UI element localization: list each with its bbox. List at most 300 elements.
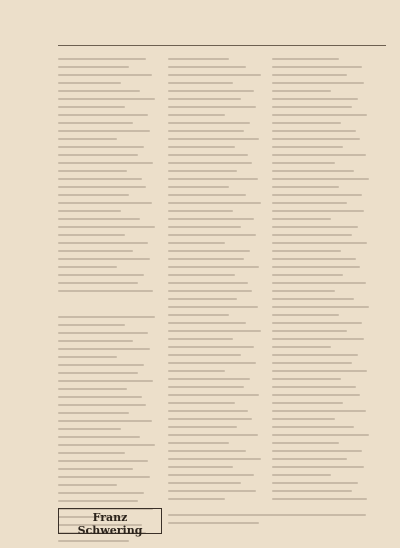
entry-line-placeholder: [168, 202, 261, 204]
entry-line: [272, 312, 374, 318]
entry-line: [58, 272, 160, 278]
entry-line-placeholder: [272, 354, 358, 356]
entry-line-placeholder: [272, 290, 335, 292]
entry-line-placeholder: [168, 266, 259, 268]
entry-line: [272, 224, 374, 230]
entry-line: [168, 144, 266, 150]
entry-line: [272, 448, 374, 454]
entry-line-placeholder: [58, 242, 148, 244]
entry-line: [272, 392, 374, 398]
entry-line: [58, 474, 160, 480]
entry-line: [272, 88, 374, 94]
entry-line-placeholder: [58, 234, 125, 236]
entry-line-placeholder: [272, 90, 331, 92]
entry-line: [168, 248, 266, 254]
entry-line-placeholder: [168, 186, 229, 188]
entry-line-placeholder: [168, 146, 235, 148]
entry-line-placeholder: [58, 444, 155, 446]
entry-line-placeholder: [168, 234, 256, 236]
entry-line: [58, 458, 160, 464]
entry-line-placeholder: [58, 258, 150, 260]
entry-line-placeholder: [168, 362, 256, 364]
entry-line-placeholder: [272, 122, 341, 124]
entry-line-placeholder: [272, 378, 341, 380]
entry-line: [58, 192, 160, 198]
entry-line: [58, 56, 160, 62]
entry-line: [272, 264, 374, 270]
entry-line: [168, 96, 266, 102]
entry-line: [272, 456, 374, 462]
entry-line: [272, 416, 374, 422]
entry-line: [168, 416, 266, 422]
header-rule: [58, 45, 386, 46]
entry-line: [272, 128, 374, 134]
entry-line: [58, 224, 160, 230]
entry-line-placeholder: [168, 450, 246, 452]
entry-line-placeholder: [272, 250, 341, 252]
entry-line: [58, 394, 160, 400]
entry-line: [58, 208, 160, 214]
entry-line-placeholder: [58, 178, 142, 180]
entry-line-placeholder: [272, 298, 354, 300]
entry-line-placeholder: [272, 370, 367, 372]
entry-line-placeholder: [58, 146, 144, 148]
entry-line-placeholder: [272, 338, 364, 340]
entry-line-placeholder: [168, 314, 229, 316]
entry-line-placeholder: [58, 210, 121, 212]
entry-line: [272, 376, 374, 382]
entry-line-placeholder: [272, 450, 362, 452]
entry-line-placeholder: [272, 210, 364, 212]
entry-line-placeholder: [58, 460, 148, 462]
entry-line-placeholder: [272, 442, 339, 444]
entry-line-placeholder: [168, 194, 246, 196]
entry-line: [272, 328, 374, 334]
entry-line-placeholder: [58, 74, 152, 76]
entry-line-placeholder: [168, 74, 261, 76]
entry-line: [168, 376, 266, 382]
entry-line-placeholder: [272, 346, 331, 348]
entry-line-placeholder: [168, 282, 248, 284]
entry-line: [58, 136, 160, 142]
entry-line: [58, 288, 160, 294]
entry-line-placeholder: [168, 250, 250, 252]
entry-line: [168, 80, 266, 86]
entry-line: [272, 80, 374, 86]
entry-line-placeholder: [168, 474, 254, 476]
entry-line: [168, 448, 266, 454]
entry-line: [272, 408, 374, 414]
entry-line: [168, 400, 266, 406]
entry-line-placeholder: [58, 266, 117, 268]
entry-line-placeholder: [58, 380, 153, 382]
advertisement-name: Franz Schwering: [77, 511, 143, 537]
entry-line-placeholder: [272, 114, 367, 116]
entry-line: [272, 384, 374, 390]
entry-line: [272, 56, 374, 62]
entry-line-placeholder: [168, 130, 244, 132]
entry-line: [58, 96, 160, 102]
entry-line-placeholder: [168, 210, 233, 212]
entry-line: [58, 418, 160, 424]
entry-line-placeholder: [58, 250, 133, 252]
entry-line: [272, 216, 374, 222]
entry-line: [272, 272, 374, 278]
entry-line-placeholder: [58, 154, 138, 156]
entry-line-placeholder: [168, 402, 235, 404]
section-letter: [58, 298, 160, 310]
entry-line-placeholder: [58, 428, 121, 430]
entry-line: [168, 168, 266, 174]
entry-line: [168, 112, 266, 118]
entry-line: [168, 360, 266, 366]
entry-line-placeholder: [58, 274, 144, 276]
entry-line-placeholder: [58, 404, 146, 406]
entry-line-placeholder: [168, 178, 258, 180]
entry-line-placeholder: [58, 484, 117, 486]
entry-line: [168, 184, 266, 190]
entry-line-placeholder: [168, 458, 261, 460]
entry-line-placeholder: [168, 82, 233, 84]
entry-line: [272, 288, 374, 294]
entry-line: [58, 248, 160, 254]
entry-line-placeholder: [168, 122, 250, 124]
entry-line: [168, 288, 266, 294]
entry-line: [168, 256, 266, 262]
entry-line-placeholder: [272, 66, 362, 68]
entry-line: [272, 304, 374, 310]
entry-line-placeholder: [168, 482, 241, 484]
entry-line: [168, 232, 266, 238]
entry-line-placeholder: [168, 370, 225, 372]
entry-line: [58, 466, 160, 472]
entry-line: [58, 386, 160, 392]
entry-line-placeholder: [272, 426, 354, 428]
entry-line: [168, 480, 266, 486]
entry-line-placeholder: [168, 394, 259, 396]
entry-line: [272, 280, 374, 286]
entry-line-placeholder: [272, 194, 362, 196]
advertisement-subline: [59, 526, 161, 532]
entry-line: [168, 408, 266, 414]
entry-line-placeholder: [58, 170, 127, 172]
entry-line: [272, 240, 374, 246]
entry-line: [168, 384, 266, 390]
entry-line: [168, 520, 374, 526]
entry-line: [58, 152, 160, 158]
entry-line-placeholder: [58, 122, 133, 124]
entry-line-placeholder: [168, 514, 366, 516]
entry-line: [168, 224, 266, 230]
entry-line: [58, 104, 160, 110]
entry-line-placeholder: [272, 98, 358, 100]
entry-line-placeholder: [168, 418, 252, 420]
entry-line: [272, 208, 374, 214]
column-2: [168, 56, 266, 504]
entry-line: [272, 152, 374, 158]
entry-line: [168, 136, 266, 142]
page-header: [0, 34, 400, 44]
entry-line: [58, 378, 160, 384]
entry-line-placeholder: [272, 394, 360, 396]
entry-line: [58, 72, 160, 78]
entry-line: [168, 88, 266, 94]
entry-line: [58, 490, 160, 496]
entry-line: [58, 434, 160, 440]
entry-line: [168, 424, 266, 430]
entry-line: [272, 136, 374, 142]
entry-line: [58, 322, 160, 328]
entry-line-placeholder: [272, 330, 347, 332]
entry-line: [58, 176, 160, 182]
entry-line-placeholder: [168, 466, 233, 468]
entry-line: [58, 128, 160, 134]
entry-line-placeholder: [58, 436, 140, 438]
entry-line: [272, 360, 374, 366]
entry-line: [168, 328, 266, 334]
entry-line: [58, 370, 160, 376]
entry-line: [58, 80, 160, 86]
entry-line-placeholder: [272, 418, 335, 420]
entry-line: [58, 362, 160, 368]
entry-line-placeholder: [168, 106, 256, 108]
entry-line-placeholder: [168, 58, 229, 60]
entry-line: [58, 264, 160, 270]
entry-line: [272, 144, 374, 150]
entry-line-placeholder: [168, 498, 225, 500]
entry-line-placeholder: [58, 106, 125, 108]
entry-line: [272, 488, 374, 494]
entry-line-placeholder: [272, 82, 364, 84]
entry-line: [168, 72, 266, 78]
entry-line-placeholder: [272, 314, 339, 316]
entry-line: [58, 232, 160, 238]
entry-line: [272, 64, 374, 70]
entry-line: [168, 280, 266, 286]
entry-line: [272, 464, 374, 470]
entry-line-placeholder: [168, 338, 233, 340]
entry-line-placeholder: [272, 466, 364, 468]
entry-line-placeholder: [272, 106, 352, 108]
entry-line: [58, 280, 160, 286]
entry-line: [168, 56, 266, 62]
entry-line-placeholder: [272, 410, 366, 412]
entry-line-placeholder: [272, 154, 366, 156]
entry-line: [168, 488, 266, 494]
entry-line: [168, 304, 266, 310]
entry-line: [58, 482, 160, 488]
entry-line: [58, 338, 160, 344]
entry-line-placeholder: [168, 226, 241, 228]
entry-line-placeholder: [272, 226, 358, 228]
entry-line: [272, 432, 374, 438]
entry-line-placeholder: [58, 282, 138, 284]
entry-line: [58, 144, 160, 150]
advertisement-box: [58, 508, 162, 537]
entry-line-placeholder: [272, 202, 347, 204]
entry-line: [272, 472, 374, 478]
entry-line-placeholder: [272, 146, 343, 148]
entry-line-placeholder: [168, 386, 244, 388]
entry-line: [58, 64, 160, 70]
entry-line-placeholder: [168, 322, 246, 324]
entry-line-placeholder: [58, 114, 148, 116]
entry-line: [272, 480, 374, 486]
entry-line: [168, 456, 266, 462]
entry-line: [58, 402, 160, 408]
entry-line-placeholder: [272, 74, 347, 76]
entry-line-placeholder: [168, 98, 241, 100]
entry-line: [272, 424, 374, 430]
entry-line-placeholder: [58, 202, 152, 204]
entry-line-placeholder: [58, 316, 155, 318]
entry-line-placeholder: [58, 186, 146, 188]
entry-line: [272, 256, 374, 262]
entry-line: [272, 344, 374, 350]
entry-line: [272, 368, 374, 374]
entry-line-placeholder: [168, 426, 237, 428]
entry-line-placeholder: [58, 332, 148, 334]
entry-line-placeholder: [58, 388, 127, 390]
footnote: [168, 512, 374, 528]
entry-line: [272, 336, 374, 342]
entry-line-placeholder: [168, 378, 250, 380]
entry-line: [168, 336, 266, 342]
entry-line: [168, 192, 266, 198]
entry-line-placeholder: [272, 58, 339, 60]
entry-line-placeholder: [272, 498, 367, 500]
entry-line: [272, 320, 374, 326]
entry-line-placeholder: [272, 234, 352, 236]
entry-line: [168, 160, 266, 166]
entry-line: [168, 216, 266, 222]
entry-line: [272, 232, 374, 238]
entry-line: [58, 314, 160, 320]
entry-line-placeholder: [168, 434, 258, 436]
entry-line: [168, 240, 266, 246]
entry-line-placeholder: [168, 442, 229, 444]
entry-line-placeholder: [168, 170, 237, 172]
entry-line-placeholder: [168, 258, 244, 260]
entry-line-placeholder: [58, 468, 133, 470]
entry-line-placeholder: [272, 490, 352, 492]
entry-line-placeholder: [168, 114, 225, 116]
entry-line: [58, 346, 160, 352]
entry-line-placeholder: [272, 282, 366, 284]
entry-line: [58, 184, 160, 190]
entry-line-placeholder: [58, 194, 129, 196]
entry-line: [168, 496, 266, 502]
entry-line: [168, 264, 266, 270]
entry-line-placeholder: [272, 258, 356, 260]
entry-line: [272, 160, 374, 166]
entry-line: [272, 72, 374, 78]
entry-line: [58, 498, 160, 504]
entry-line-placeholder: [272, 162, 335, 164]
entry-line: [168, 176, 266, 182]
entry-line-placeholder: [272, 306, 369, 308]
entry-line-placeholder: [168, 242, 225, 244]
entry-line: [168, 128, 266, 134]
entry-line: [58, 216, 160, 222]
entry-line-placeholder: [168, 522, 259, 524]
entry-line: [168, 440, 266, 446]
entry-line: [58, 410, 160, 416]
entry-line-placeholder: [58, 218, 140, 220]
entry-line: [58, 200, 160, 206]
entry-line-placeholder: [58, 500, 138, 502]
entry-line-placeholder: [272, 458, 347, 460]
entry-line-placeholder: [168, 490, 256, 492]
entry-line: [58, 256, 160, 262]
entry-line-placeholder: [58, 372, 138, 374]
entry-line-placeholder: [272, 266, 360, 268]
entry-line-placeholder: [168, 66, 246, 68]
entry-line-placeholder: [58, 66, 129, 68]
entry-line: [272, 440, 374, 446]
entry-line-placeholder: [272, 362, 352, 364]
entry-line: [168, 512, 374, 518]
entry-line-placeholder: [58, 82, 121, 84]
entry-line-placeholder: [168, 162, 252, 164]
entry-line: [58, 240, 160, 246]
entry-line-placeholder: [168, 346, 254, 348]
entry-line-placeholder: [58, 324, 125, 326]
entry-line-placeholder: [272, 386, 356, 388]
column-1: [58, 56, 160, 546]
entry-line: [58, 450, 160, 456]
entry-line-placeholder: [168, 274, 235, 276]
entry-line: [58, 442, 160, 448]
entry-line-placeholder: [272, 186, 339, 188]
entry-line-placeholder: [58, 540, 129, 542]
entry-line: [168, 152, 266, 158]
entry-line: [168, 352, 266, 358]
entry-line: [168, 472, 266, 478]
entry-line: [272, 248, 374, 254]
entry-line-placeholder: [58, 412, 129, 414]
entry-line: [58, 330, 160, 336]
entry-line: [168, 104, 266, 110]
entry-line-placeholder: [168, 298, 237, 300]
entry-line-placeholder: [168, 354, 241, 356]
entry-line-placeholder: [272, 434, 369, 436]
entry-line-placeholder: [168, 290, 252, 292]
entry-line: [272, 496, 374, 502]
entry-line-placeholder: [272, 402, 343, 404]
entry-line-placeholder: [272, 218, 331, 220]
entry-line-placeholder: [58, 420, 152, 422]
entry-line: [58, 354, 160, 360]
entry-line: [168, 432, 266, 438]
entry-line: [272, 120, 374, 126]
entry-line: [168, 200, 266, 206]
entry-line: [168, 64, 266, 70]
entry-line-placeholder: [168, 90, 254, 92]
entry-line-placeholder: [272, 322, 362, 324]
column-3: [272, 56, 374, 504]
entry-line: [58, 538, 160, 544]
entry-line: [272, 184, 374, 190]
entry-line-placeholder: [58, 58, 146, 60]
entry-line-placeholder: [58, 226, 155, 228]
entry-line: [272, 352, 374, 358]
entry-line: [168, 296, 266, 302]
entry-line: [168, 392, 266, 398]
entry-line-placeholder: [58, 476, 150, 478]
entry-line-placeholder: [272, 474, 331, 476]
entry-line-placeholder: [58, 348, 150, 350]
